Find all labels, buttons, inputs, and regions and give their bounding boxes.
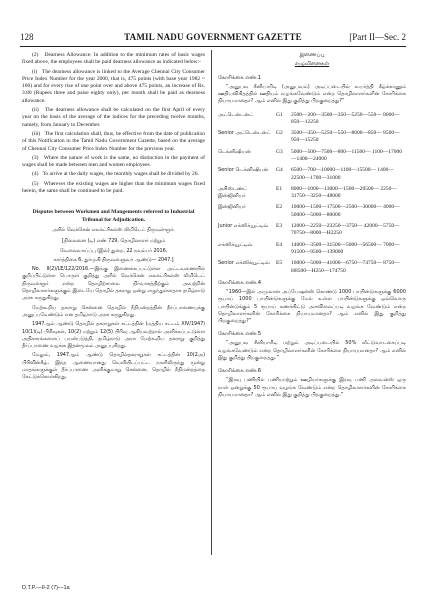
grade-name: Senior அட்டென்டன்ட்: [218, 130, 271, 137]
para-da-linked: (i) The dearness allowance is linked to the Average Chennai City Consumer Price Index Number for the year 2000, that is, 475 points (with base year 1982 = 100) and for every rise of one point over and above 475 points, an increase of Rs. 3.80 (Rupees three and paise eighty only), per month shall be paid as dearness allowance.: [22, 68, 205, 104]
order-ref-line-2: வேலைவாய்ப்பு (இல்) துறை, 22 நவம்பர் 2016,: [59, 247, 168, 254]
grade-name: டெக்னிஷியன்: [218, 148, 251, 155]
grade-code: G3: [276, 148, 283, 155]
demand-1-title: கோரிக்கை எண்.1: [218, 74, 262, 81]
grade-scale: 8000—1000—13000—1500—20500— 2250—31750—3250—48000: [291, 185, 397, 200]
para-equal-pay: (3) Where the nature of work is the same, no distinction in the payment of wages shall be made between men and women employees.: [22, 154, 205, 169]
demand-5-text: “அனுபவ சீனியாரிடி மற்றும் அடிப்படையில் 50% வீட்டுவாடகைப்படி வழங்கவேண்டும் என்ற தொழிலாளர்களின் கோரிக்கை நியாயமானதா? ஆம் எனில் இது குறித்து பிறகுறைத்து.”: [218, 340, 406, 361]
disputes-section-title: Disputes between Workmen and Mangements referred to Industrial Tribunal for Adjudication.: [32, 209, 195, 223]
gazette-title: TAMIL NADU GOVERNMENT GAZETTE: [124, 32, 302, 42]
grade-scale: 16000—5000—41000—6750—74750— 8750—H8500—H250—174750: [291, 260, 400, 274]
order-para-2: மேற்கூறிய தகராறு சென்னை தொழில் நீதிமன்றத்தின் தீர்ப்பாணையுக்கு அனுப்பவேண்டும் என தமிழ்நாடு அரசு கருதுகிறது.: [22, 304, 205, 318]
right-column: [218, 52, 406, 405]
grade-name: Senior டெக்னிஷியன்: [218, 167, 269, 174]
para-dearness-allowance: (2) Dearness Allowance: In addition to the minimum rates of basic wages fixed above, the employees shall be paid dearness allowance as indicated below:-: [22, 52, 205, 66]
grade-scale: 3500—350—5250—550—8000—850— 8500—950—15250: [291, 130, 400, 144]
grade-row: [218, 242, 406, 257]
grade-code: E5: [276, 260, 283, 267]
para-daily-wages: (4) To arrive at the daily wages, the monthly wages shall be divided by 26.: [32, 171, 199, 178]
left-column: [22, 52, 205, 384]
grade-scale: 5000—500—7500—800—11500— 1100—17000—1400—24000: [291, 148, 402, 162]
grade-name: இன்ஜினியர்: [218, 204, 246, 211]
grade-code: E3: [276, 223, 283, 230]
order-para-4: மேலும், 1947ஆம் ஆண்டு தொழில்தகராறுகள் சட்டத்தின் 10(2அ) பிரிவின்கீழ், இந்த ஆணையானது வெளியிடப்பட்ட நாளிலிருந்து மூன்று மாதங்களுக்குள் தீர்ப்பாணை அளிக்குமாறு சென்னை, தொழில் நீதிமன்றத்தை கேட்டுக்கொள்கிறது.: [22, 352, 205, 381]
grade-row: [218, 112, 406, 127]
grade-code: E4: [276, 241, 283, 248]
grade-name: எக்ஸிக்யூட்டிவ்: [218, 241, 253, 248]
grade-scale: 12000—2250—23250—3750— 42000—5750—70750—8000—H2250: [291, 223, 400, 237]
grade-row: [218, 186, 406, 201]
grade-row: [218, 149, 406, 164]
annexure-subtitle: எழுவினைகள்: [294, 61, 330, 68]
demand-6-title: கோரிக்கை எண்.6: [218, 368, 262, 375]
grade-name: அசிஸ்டண்ட் இன்ஜினியர்: [218, 185, 248, 200]
order-ref-line-1: [நிலைனை (டி) எண் 729, தொழிலாளர் மற்றும்: [61, 238, 166, 245]
grade-name: Junior எக்ஸிக்யூட்டிவ்: [218, 223, 269, 230]
grade-scale: 14000—3500—31500—5000—56500— 7000—91500—9500—139000: [291, 241, 400, 255]
order-para-1: No. II(2)/LE/122/2016.—இங்கு இணைக்கப்பட்டுள்ள அட்டவணையில் குறிப்பிட்டுள்ள பொருள் குறித்து அரில் வெக்கென் எலக்ட்ரிகல்ஸ் லிமிடெட் திருவள்ளூர் என்ற தொழிற்சாலை நிர்வாகத்திற்கும் அவற்றின் தொழிலாளர்களுக்கும் இடையே தொழில் தகராறு ஒன்று எழுந்துள்ளதாக தமிழ்நாடு அரசு கருதுகிறது.: [22, 266, 205, 302]
demand-1-text: “அனுபவ சீனியாரிடி (அனுபவம்) அடிப்படையில் உயர்த்தி கீழ்க்காணும் ஊதியவிகிதத்தில் ஊதியம் வழங்கவேண்டும் என்ற தொழிலாளர்களின் கோரிக்கை நியாயமானதா? ஆம் எனில் இது குறித்து பிறகுறைத்து?”: [218, 83, 406, 105]
para-da-calculation: (ii) The dearness allowance shall be calculated on the first April of every year on the basis of the average of the indices for the preceding twelve months, namely, from January to December.: [22, 107, 205, 128]
printer-code: D.T.P.—II-2 (7)—1a: [22, 585, 70, 591]
grade-code: E2: [276, 204, 283, 211]
order-ref-line-3: கார்த்திகை 6, துர்முகி திருவள்ளுவர் ஆண்டு— 2047.]: [53, 256, 174, 263]
grade-list: [218, 112, 406, 275]
grade-code: G2: [276, 130, 283, 137]
order-para-3: 1947ஆம் ஆண்டு தொழில் தகராறுகள் சட்டத்தின் (மத்திய சட்டம் XIV/1947) 10(1)(டி) பிரிவுகள், 10(2) மற்றும் 12(5) பிரிவு ஆகியவற்றால் அளிக்கப்பட்டுள்ள அதிகாரங்களைப் பயன்படுத்தி, தமிழ்நாடு அரசு மேற்கூறிய தகராறு குறித்து தீர்ப்பாணை வழங்க இதன்மூலம் அனுப்புகிறது.: [22, 321, 205, 350]
grade-row: [218, 167, 406, 182]
grade-scale: 2500—200—3500—350—5250—550— 8000—850—12250: [291, 111, 400, 125]
grade-row: [218, 223, 406, 238]
para-existing-wages: (5) Wherever the existing wages are higher than the minimum wages fixed herein, the same shall be continued to be paid.: [22, 180, 205, 195]
para-first-calculation: (iii) The first calculation shall, thus, be effective from the date of publication of this Notification in the Tamil Nadu Government Gazette, based on the average of Chennai City Consumer Price Index Number for the previous year.: [22, 130, 205, 152]
grade-code: E1: [276, 185, 283, 192]
demand-4-title: கோரிக்கை எண்.4: [218, 279, 262, 286]
page-number: 128: [20, 32, 34, 42]
demand-5-title: கோரிக்கை எண்.5: [218, 331, 262, 338]
demand-6-text: “இரவு பணியில் பணியாற்றும் ஊழியர்களுக்கு இரவு பணி அலவன்ஸ் ஒரு நாள் ஒன்றுக்கு 50 ரூபாய் வழங்க வேண்டும் என்ற தொழிலாளர்களின் கோரிக்கை நியாயமானதா? ஆம் எனில் இது குறித்து பிறகுறைத்து.”: [218, 377, 406, 398]
grade-row: [218, 130, 406, 145]
grade-name: அட்டென்டன்ட்: [218, 111, 254, 118]
grade-scale: 6500—700—10000—1100—15500— 1400—22500—1700—31000: [291, 167, 394, 181]
page-header: [20, 32, 406, 47]
grade-scale: 10000—1500—17500—2500—30000— 4000—50000—5000—80000: [291, 204, 400, 218]
grade-row: [218, 260, 406, 275]
demand-4-text: “1960—இல் அமுலான அப்பேஷன்ஸ் கொண்டு 1000 பாயின்டுகளுக்கு 6000 ரூபாய் 1000 பாயின்டுகளுக்கு மேல் உள்ள பாயின்டுகளுக்கு ஒவ்வொரு பாயின்டுக்கும் 5 ரூபாய் கணக்கிட்டு அகவிலைப்படி வழங்க வேண்டும் என்ற தொழிலாளர்களின் கோரிக்கை நியாயமானதா? ஆம் எனில் இது குறித்து பிறகுறைத்து?”: [218, 289, 406, 324]
grade-name: Senior எக்ஸிக்யூட்டிவ்: [218, 260, 270, 267]
annexure-title: இணைப்பு: [299, 52, 325, 58]
column-divider: [211, 50, 212, 555]
grade-row: [218, 204, 406, 219]
grade-code: G4: [276, 167, 283, 174]
grade-code: G1: [276, 111, 283, 118]
part-section: [Part II—Sec. 2: [349, 32, 406, 42]
company-name: அரில் வெக்கென் எலக்ட்ரிகல்ஸ் லிமிடெட் திருவள்ளூர்.: [52, 226, 175, 233]
